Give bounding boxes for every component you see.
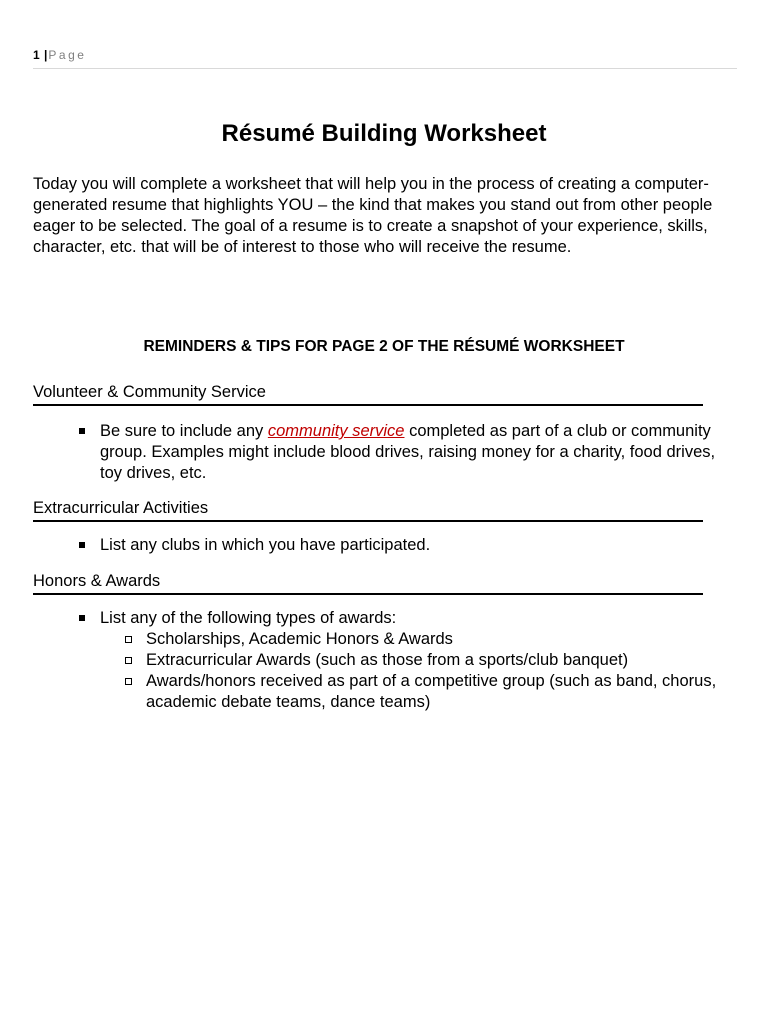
community-service-link[interactable]: community service (267, 422, 405, 440)
honors-bullet-list (78, 608, 728, 713)
hollow-square-bullet-icon (125, 678, 132, 685)
list-item (78, 535, 728, 556)
volunteer-bullet-list (78, 421, 728, 484)
honors-sub-list (124, 629, 728, 713)
list-item (78, 608, 728, 713)
hollow-square-bullet-icon (125, 636, 132, 643)
square-bullet-icon (79, 542, 85, 548)
page-header (33, 46, 737, 69)
square-bullet-icon (79, 615, 85, 621)
page-number: 1 (33, 48, 40, 62)
page-label: Page (48, 48, 87, 62)
square-bullet-icon (79, 428, 85, 434)
list-item (78, 421, 728, 484)
bullet-text: Be sure to include any (100, 422, 268, 440)
bullet-text: List any of the following types of awards: (100, 609, 397, 627)
hollow-square-bullet-icon (125, 657, 132, 664)
section-heading-honors: Honors & Awards (33, 570, 703, 595)
tips-heading: REMINDERS & TIPS FOR PAGE 2 OF THE RÉSUMÉ WORKSHEET (143, 338, 625, 355)
sub-list-item (124, 629, 728, 650)
bullet-text: List any clubs in which you have participated. (100, 536, 431, 554)
section-heading-volunteer: Volunteer & Community Service (33, 381, 703, 406)
sub-item-text: Awards/honors received as part of a competitive group (such as band, chorus, academic debate teams, dance teams) (146, 672, 717, 711)
page-separator: | (44, 48, 48, 62)
document-title: Résumé Building Worksheet (221, 120, 547, 147)
intro-paragraph: Today you will complete a worksheet that will help you in the process of creating a computer-generated resume that highlights YOU – the kind that makes you stand out from other people eager to be selected. The goal of a resume is to create a snapshot of your experience, skills, character, etc. that will be of interest to those who will receive the resume. (33, 175, 713, 256)
sub-item-text: Extracurricular Awards (such as those from a sports/club banquet) (146, 651, 629, 669)
section-heading-extracurricular: Extracurricular Activities (33, 497, 703, 522)
bullet-text: completed as part of a club or community group. Examples might include blood drives, raising money for a charity, food drives, toy drives, etc. (100, 422, 716, 482)
extracurricular-bullet-list (78, 535, 728, 556)
sub-list-item (124, 650, 728, 671)
sub-item-text: Scholarships, Academic Honors & Awards (146, 630, 453, 648)
sub-list-item (124, 671, 728, 713)
